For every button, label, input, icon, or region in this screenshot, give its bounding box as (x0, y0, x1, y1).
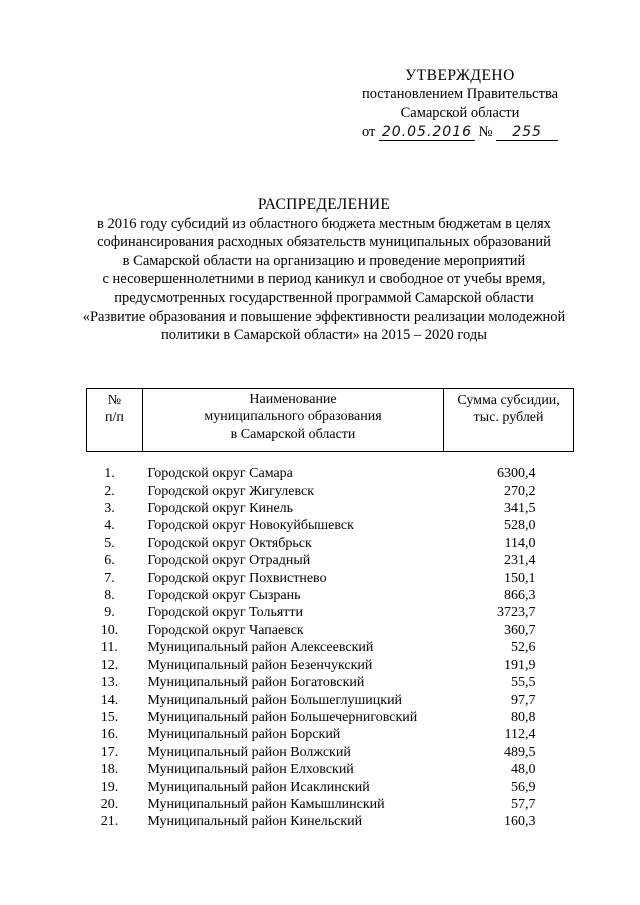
row-name: Городской округ Чапаевск (147, 622, 304, 638)
row-number: 4. (104, 518, 115, 534)
row-name: Муниципальный район Богатовский (147, 675, 365, 691)
row-number: 14. (100, 692, 119, 708)
handwritten-number: 255 (496, 124, 558, 141)
table-row (87, 692, 574, 709)
table-row (87, 639, 574, 656)
table-row (87, 779, 574, 796)
row-number: 2. (104, 483, 115, 499)
number-prefix: № (478, 124, 493, 140)
row-amount: 489,5 (504, 744, 536, 760)
row-amount: 160,3 (504, 814, 536, 830)
table-row (87, 726, 574, 743)
row-amount: 866,3 (504, 588, 536, 604)
row-name: Городской округ Октябрьск (147, 535, 312, 551)
row-name: Муниципальный район Волжский (147, 744, 351, 760)
header-amount-line: тыс. рублей (473, 410, 544, 426)
row-amount: 48,0 (511, 762, 536, 778)
table-row (87, 552, 574, 569)
header-amount-line: Сумма субсидии, (457, 393, 560, 408)
row-name: Муниципальный район Камышлинский (147, 796, 385, 812)
row-name: Муниципальный район Безенчукский (147, 657, 373, 673)
table-row (87, 517, 574, 534)
row-name: Муниципальный район Кинельский (147, 814, 363, 830)
row-amount: 360,7 (504, 622, 536, 638)
row-name: Городской округ Сызрань (147, 588, 301, 604)
header-name-line: в Самарской области (230, 426, 356, 442)
table-row (87, 709, 574, 726)
document-title (60, 196, 588, 345)
row-amount: 97,7 (511, 692, 536, 708)
row-amount: 231,4 (504, 553, 536, 569)
row-number: 21. (100, 814, 119, 830)
row-amount: 52,6 (511, 640, 536, 656)
row-name: Муниципальный район Большеглушицкий (147, 692, 403, 708)
title-line: с несовершеннолетними в период каникул и свободное от учебы время, (102, 271, 546, 288)
subsidy-table (86, 388, 574, 831)
table-row (87, 483, 574, 500)
row-name: Городской округ Тольятти (147, 605, 303, 621)
title-line: софинансирования расходных обязательств муниципальных образований (97, 234, 551, 251)
header-name-line: Наименование (249, 392, 337, 407)
row-name: Городской округ Кинель (147, 501, 294, 517)
table-row (87, 761, 574, 778)
row-amount: 270,2 (504, 483, 536, 499)
row-name: Городской округ Новокуйбышевск (147, 518, 354, 534)
row-name: Муниципальный район Елховский (147, 762, 354, 778)
row-name: Муниципальный район Большечерниговский (147, 709, 418, 725)
title-line: предусмотренных государственной программой Самарской области (114, 289, 534, 306)
approval-block (340, 66, 580, 142)
row-number: 10. (100, 622, 119, 638)
row-name: Городской округ Похвистнево (147, 570, 327, 586)
row-amount: 341,5 (504, 501, 536, 517)
row-number: 3. (104, 501, 115, 517)
title-line: политики в Самарской области» на 2015 – 2020 годы (161, 327, 487, 344)
row-number: 5. (104, 535, 115, 551)
row-number: 6. (104, 553, 115, 569)
header-name (142, 389, 443, 452)
row-amount: 6300,4 (497, 466, 536, 482)
header-num-line: № (107, 393, 122, 408)
header-amount (444, 389, 574, 452)
row-number: 9. (104, 605, 115, 621)
row-number: 18. (100, 762, 119, 778)
row-amount: 114,0 (504, 535, 536, 551)
row-amount: 55,5 (511, 675, 536, 691)
row-number: 8. (104, 588, 115, 604)
approval-stamp: УТВЕРЖДЕНО (405, 67, 515, 84)
title-heading: РАСПРЕДЕЛЕНИЕ (257, 196, 391, 213)
date-prefix: от (361, 124, 376, 140)
row-amount: 80,8 (511, 709, 536, 725)
row-number: 19. (100, 779, 119, 795)
table-header-row (87, 389, 574, 452)
row-number: 1. (104, 466, 115, 482)
row-number: 7. (104, 570, 115, 586)
row-amount: 191,9 (504, 657, 536, 673)
table-row (87, 500, 574, 517)
table-row (87, 813, 574, 830)
table-row (87, 535, 574, 552)
handwritten-date: 20.05.2016 (379, 124, 475, 141)
header-num-line: п/п (105, 410, 124, 426)
row-amount: 150,1 (504, 570, 536, 586)
row-name: Муниципальный район Борский (147, 727, 341, 743)
row-name: Муниципальный район Алексеевский (147, 640, 374, 656)
table-row (87, 570, 574, 587)
row-number: 13. (100, 675, 119, 691)
approval-line-1: постановлением Правительства (361, 86, 559, 102)
title-line: «Развитие образования и повышение эффективности реализации молодежной (82, 308, 566, 325)
row-number: 16. (100, 727, 119, 743)
table-row (87, 604, 574, 621)
row-amount: 57,7 (511, 796, 536, 812)
row-number: 20. (100, 796, 119, 812)
table-row (87, 744, 574, 761)
table-row (87, 587, 574, 604)
row-number: 17. (100, 744, 119, 760)
table-row (87, 674, 574, 691)
table-row (87, 622, 574, 639)
row-name: Городской округ Жигулевск (147, 483, 315, 499)
title-line: в 2016 году субсидий из областного бюджета местным бюджетам в целях (97, 215, 551, 232)
header-num (87, 389, 143, 452)
row-amount: 528,0 (504, 518, 536, 534)
row-number: 11. (100, 640, 118, 656)
header-name-line: муниципального образования (204, 409, 382, 425)
row-amount: 56,9 (511, 779, 536, 795)
title-line: в Самарской области на организацию и проведение мероприятий (122, 252, 526, 269)
row-amount: 3723,7 (497, 605, 536, 621)
row-name: Городской округ Самара (147, 466, 293, 482)
row-name: Муниципальный район Исаклинский (147, 779, 370, 795)
row-number: 15. (100, 709, 119, 725)
table-row (87, 657, 574, 674)
row-number: 12. (100, 657, 119, 673)
row-amount: 112,4 (504, 727, 536, 743)
table-row (87, 796, 574, 813)
approval-dateline (340, 123, 580, 142)
row-name: Городской округ Отрадный (147, 553, 311, 569)
approval-line-2: Самарской области (400, 105, 520, 121)
table-row (87, 452, 574, 483)
